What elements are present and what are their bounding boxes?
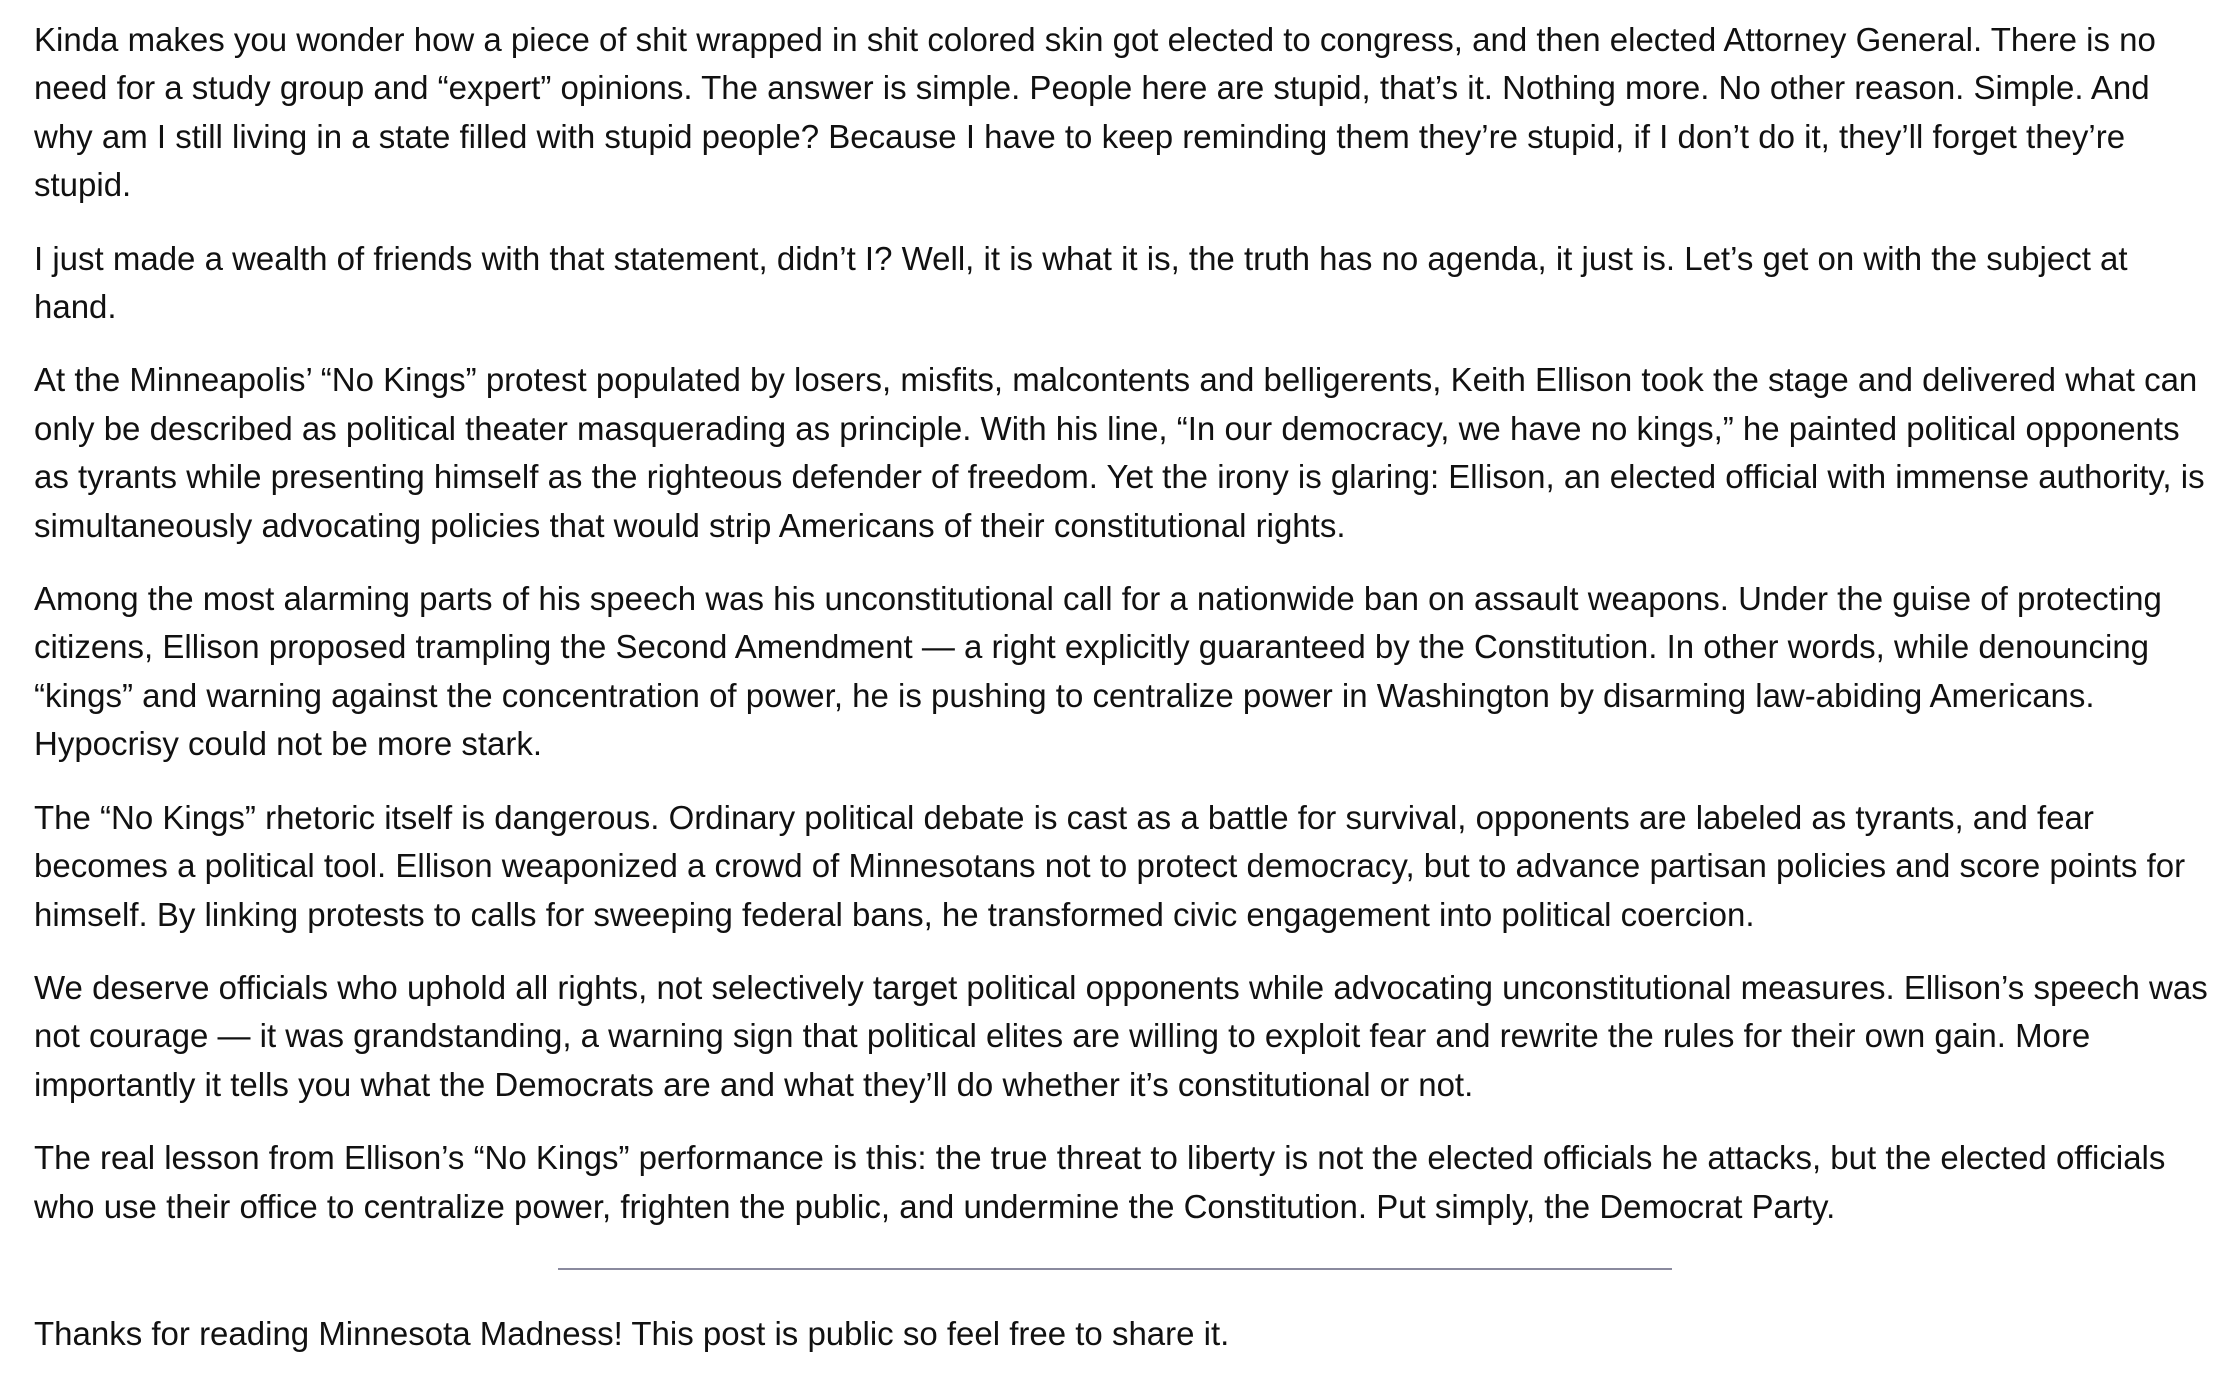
paragraph: At the Minneapolis’ “No Kings” protest populated by losers, misfits, malcontents and belligerents, Keith Ellison took the stage and delivered what can only be described as political theater masquerading as principle. With his line, “In our democracy, we have no kings,” he painted political opponents as tyrants while presenting himself as the righteous defender of freedom. Yet the irony is glaring: Ellison, an elected official with immense authority, is simultaneously advocating policies that would strip Americans of their constitutional rights. [34,361,2205,544]
paragraph: Among the most alarming parts of his speech was his unconstitutional call for a nationwide ban on assault weapons. Under the guise of protecting citizens, Ellison proposed trampling the Second Amendment — a right explicitly guaranteed by the Constitution. In other words, while denouncing “kings” and warning against the concentration of power, he is pushing to centralize power in Washington by disarming law-abiding Americans. Hypocrisy could not be more stark. [34,580,2162,763]
section-divider [558,1268,1672,1270]
paragraph: I just made a wealth of friends with that statement, didn’t I? Well, it is what it is, the truth has no agenda, it just is. Let’s get on with the subject at hand. [34,239,2128,326]
paragraph: Kinda makes you wonder how a piece of shit wrapped in shit colored skin got elected to congress, and then elected Attorney General. There is no need for a study group and “expert” opinions. The answer is simple. People here are stupid, that’s it. Nothing more. No other reason. Simple. And why am I still living in a state filled with stupid people? Because I have to keep reminding them they’re stupid, if I don’t do it, they’ll forget they’re stupid. [34,21,2156,204]
paragraph: The “No Kings” rhetoric itself is dangerous. Ordinary political debate is cast as a battle for survival, opponents are labeled as tyrants, and fear becomes a political tool. Ellison weaponized a crowd of Minnesotans not to protect democracy, but to advance partisan policies and score points for himself. By linking protests to calls for sweeping federal bans, he transformed civic engagement into political coercion. [34,798,2186,933]
article-body [34,16,2210,1256]
share-note: Thanks for reading Minnesota Madness! This post is public so feel free to share it. [34,1315,1230,1352]
paragraph: We deserve officials who uphold all rights, not selectively target political opponents while advocating unconstitutional measures. Ellison’s speech was not courage — it was grandstanding, a warning sign that political elites are willing to exploit fear and rewrite the rules for their own gain. More importantly it tells you what the Democrats are and what they’ll do whether it’s constitutional or not. [34,968,2208,1103]
paragraph: The real lesson from Ellison’s “No Kings” performance is this: the true threat to liberty is not the elected officials he attacks, but the elected officials who use their office to centralize power, frighten the public, and undermine the Constitution. Put simply, the Democrat Party. [34,1139,2166,1225]
